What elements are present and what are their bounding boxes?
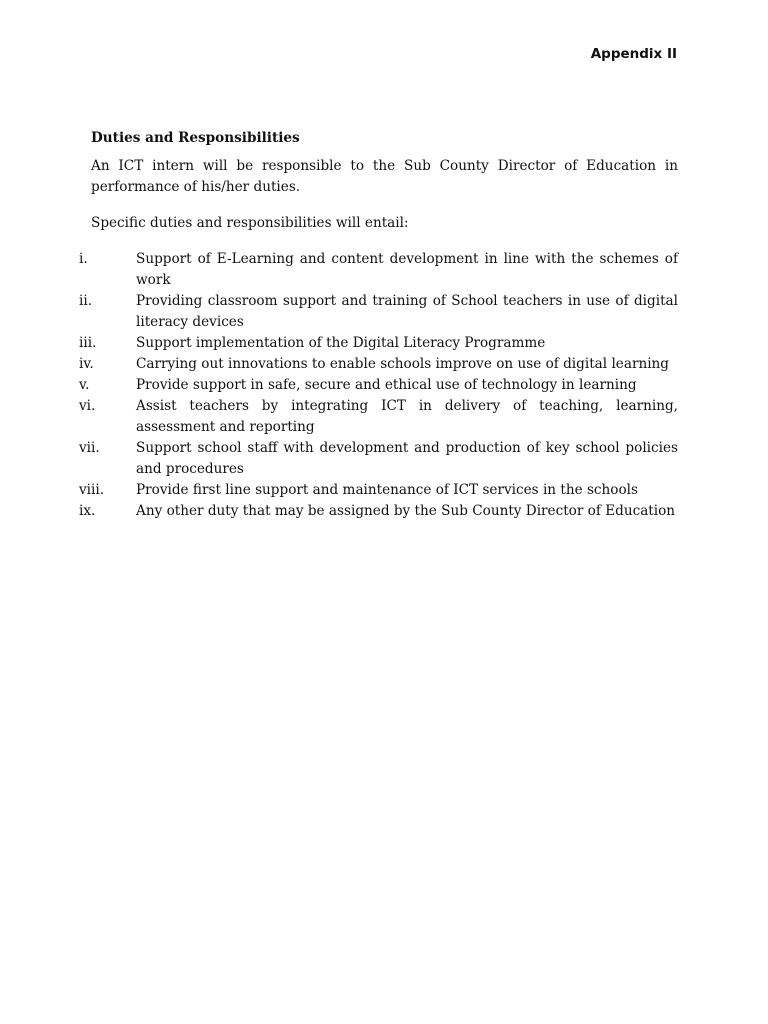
list-item-number: i. xyxy=(79,251,88,267)
list-item xyxy=(79,291,678,333)
list-item xyxy=(79,438,678,480)
section-heading: Duties and Responsibilities xyxy=(91,130,300,146)
list-item xyxy=(79,333,678,354)
list-item-number: vi. xyxy=(79,398,96,414)
list-item-text: Support implementation of the Digital Literacy Programme xyxy=(136,335,546,351)
document-body xyxy=(79,128,678,522)
list-item-number: iii. xyxy=(79,335,97,351)
list-item xyxy=(79,396,678,438)
list-item xyxy=(79,480,678,501)
list-item-text: Assist teachers by integrating ICT in delivery of teaching, learning, assessment and reporting xyxy=(136,398,678,435)
list-item xyxy=(79,249,678,291)
list-item-number: v. xyxy=(79,377,90,393)
list-item-number: ii. xyxy=(79,293,93,309)
list-item-number: ix. xyxy=(79,503,96,519)
list-item-text: Support of E-Learning and content development in line with the schemes of work xyxy=(136,251,678,288)
duties-list xyxy=(79,249,678,522)
list-item-text: Provide support in safe, secure and ethical use of technology in learning xyxy=(136,377,637,393)
list-item-number: vii. xyxy=(79,440,100,456)
list-item xyxy=(79,501,678,522)
list-item-text: Provide first line support and maintenance of ICT services in the schools xyxy=(136,482,638,498)
lead-paragraph: Specific duties and responsibilities will entail: xyxy=(91,215,409,231)
list-item-number: iv. xyxy=(79,356,94,372)
list-item-text: Providing classroom support and training of School teachers in use of digital literacy devices xyxy=(136,293,678,330)
list-item-text: Support school staff with development and production of key school policies and procedures xyxy=(136,440,678,477)
list-item xyxy=(79,354,678,375)
list-item-text: Carrying out innovations to enable schools improve on use of digital learning xyxy=(136,356,669,372)
list-item-text: Any other duty that may be assigned by the Sub County Director of Education xyxy=(136,503,676,519)
intro-paragraph: An ICT intern will be responsible to the Sub County Director of Education in performance of his/her duties. xyxy=(91,158,678,195)
appendix-label: Appendix II xyxy=(590,46,677,62)
list-item xyxy=(79,375,678,396)
list-item-number: viii. xyxy=(79,482,105,498)
